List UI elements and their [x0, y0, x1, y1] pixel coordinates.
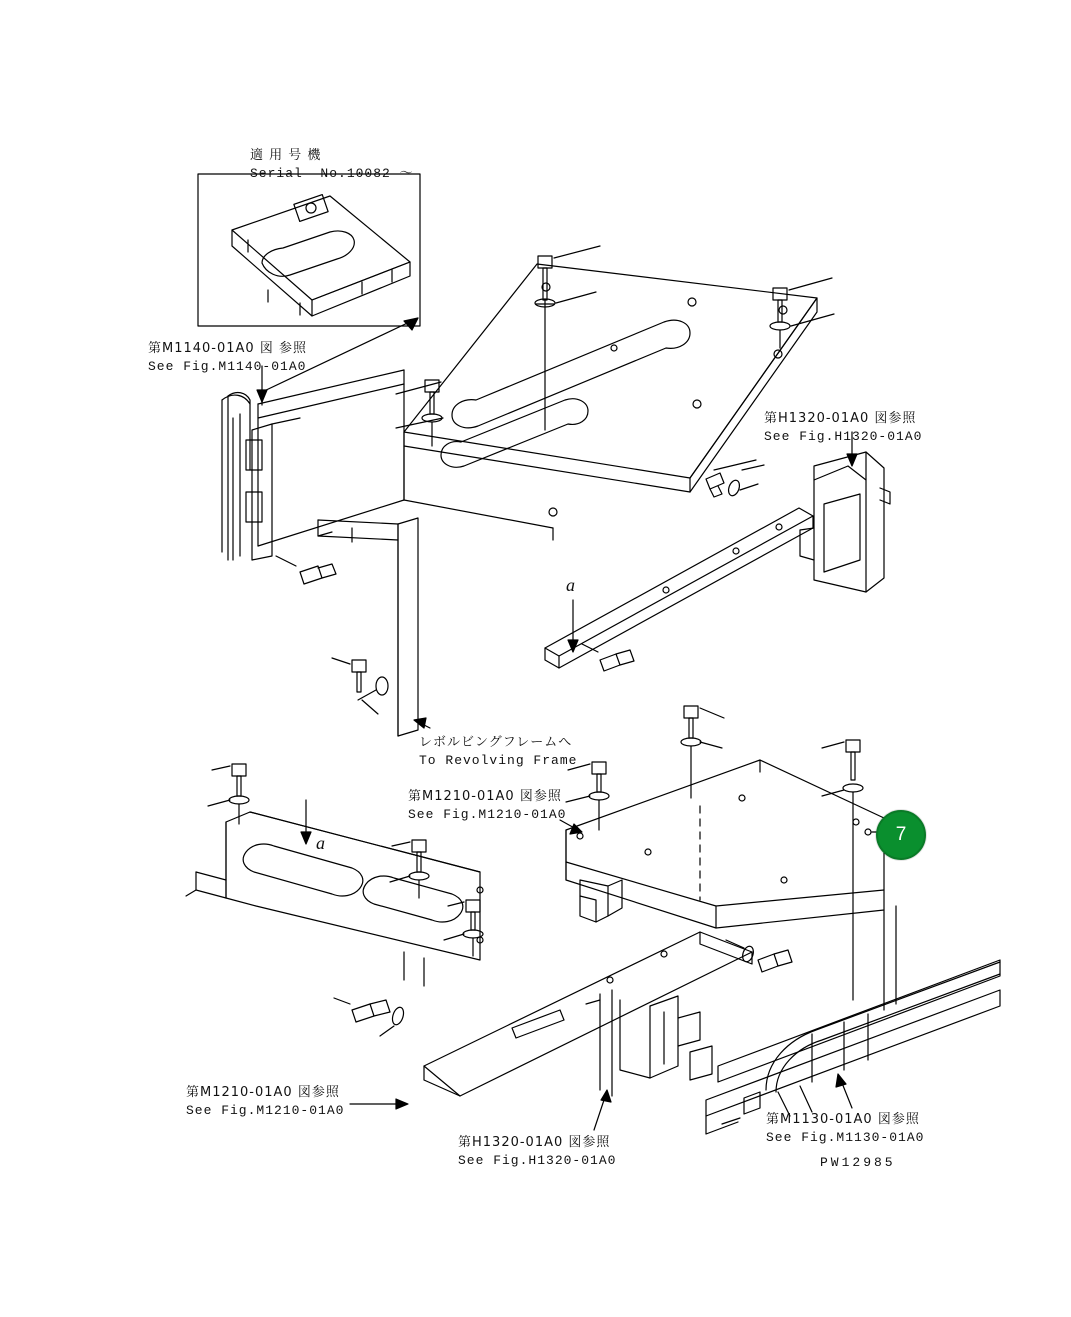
ref-revolving-frame-jp: レボルビングフレームへ — [419, 735, 573, 750]
ref-m1210-bottom-jp: 第M1210-01A0 図参照 — [186, 1085, 340, 1100]
serial-title-en: Serial No.10082 ～ — [250, 166, 414, 181]
ref-m1130-jp: 第M1130-01A0 図参照 — [766, 1112, 920, 1127]
ref-m1210-bottom-en: See Fig.M1210-01A0 — [186, 1103, 345, 1118]
ref-revolving-frame-en: To Revolving Frame — [419, 753, 578, 768]
ref-m1140-en: See Fig.M1140-01A0 — [148, 359, 307, 374]
ref-h1320-bottom-jp: 第H1320-01A0 図参照 — [458, 1135, 611, 1150]
section-letter-a-upper: a — [566, 575, 575, 595]
ref-m1130-en: See Fig.M1130-01A0 — [766, 1130, 925, 1145]
ref-m1140-jp: 第M1140-01A0 図 参照 — [148, 341, 307, 356]
section-letter-a-lower: a — [316, 833, 325, 853]
ref-h1320-bottom-en: See Fig.H1320-01A0 — [458, 1153, 617, 1168]
serial-title-jp: 適 用 号 機 — [250, 148, 322, 163]
ref-m1210-top-jp: 第M1210-01A0 図参照 — [408, 789, 562, 804]
ref-m1210-top-en: See Fig.M1210-01A0 — [408, 807, 567, 822]
ref-h1320-top-jp: 第H1320-01A0 図参照 — [764, 411, 917, 426]
callout-7[interactable]: 7 — [876, 810, 926, 860]
drawing-number: PW12985 — [820, 1155, 896, 1170]
ref-h1320-top-en: See Fig.H1320-01A0 — [764, 429, 923, 444]
